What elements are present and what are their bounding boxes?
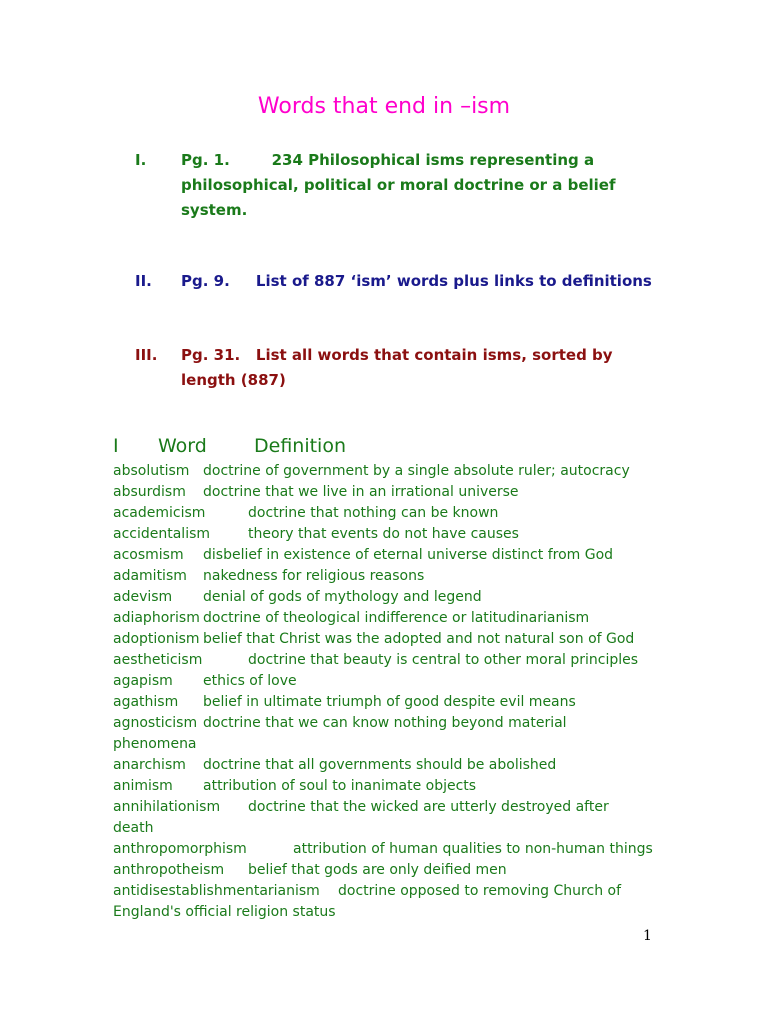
entry-definition: doctrine that we live in an irrational universe [203,484,519,500]
entry-word: adevism [113,589,173,605]
entry-word: annihilationism [113,799,221,815]
entry-definition: denial of gods of mythology and legend [203,589,482,605]
entry-definition: doctrine that nothing can be known [248,505,499,521]
entry-definition: doctrine that beauty is central to other moral principles [248,652,639,668]
toc-item-text [181,269,671,294]
toc-item-page: Pg. 9. [181,272,230,290]
toc-item-page: Pg. 31. [181,346,241,364]
entry-definition: doctrine that all governments should be abolished [203,757,557,773]
list-item [113,566,653,587]
list-item [113,587,653,608]
list-item [113,545,653,566]
entry-definition: attribution of human qualities to non-human things [293,841,653,857]
list-item [113,881,653,923]
entry-word: absurdism [113,484,186,500]
entry-word: acosmism [113,547,184,563]
entry-definition: disbelief in existence of eternal universe distinct from God [203,547,614,563]
toc-item-number: III. [135,346,158,364]
entry-list [113,461,653,923]
entry-definition: doctrine of theological indifference or latitudinarianism [203,610,590,626]
section-number: I [113,435,119,457]
list-item [113,671,653,692]
entry-definition: doctrine that the wicked are utterly destroyed after death [113,799,609,836]
entry-definition: nakedness for religious reasons [203,568,425,584]
list-item [113,629,653,650]
list-item [113,692,653,713]
entry-definition: belief in ultimate triumph of good despite evil means [203,694,576,710]
toc-item-text [181,343,671,393]
toc-item-number: II. [135,272,152,290]
page-number: 1 [643,928,652,944]
toc-item-description: List of 887 ‘ism’ words plus links to definitions [255,272,652,290]
column-header-word: Word [158,435,207,457]
toc-item-page: Pg. 1. [181,151,230,169]
entry-definition: ethics of love [203,673,297,689]
entry-word: adoptionism [113,631,200,647]
list-item [113,608,653,629]
entry-word: absolutism [113,463,190,479]
list-item [113,482,653,503]
entry-word: academicism [113,505,206,521]
list-item [113,797,653,839]
document-title: Words that end in –ism [257,94,511,119]
entry-word: aestheticism [113,652,203,668]
entry-word: agapism [113,673,173,689]
toc-item-description: List all words that contain isms, sorted by length (887) [181,346,613,389]
list-item [113,461,653,482]
entry-word: adiaphorism [113,610,200,626]
entry-definition: belief that Christ was the adopted and not natural son of God [203,631,635,647]
list-item [113,776,653,797]
toc-item-text [181,148,671,223]
entry-word: anthropomorphism [113,841,247,857]
entry-word: accidentalism [113,526,211,542]
entry-definition: theory that events do not have causes [248,526,519,542]
entry-word: anarchism [113,757,186,773]
entry-word: animism [113,778,173,794]
entry-word: agnosticism [113,715,198,731]
entry-word: adamitism [113,568,187,584]
list-item [113,713,653,755]
entry-definition: doctrine of government by a single absolute ruler; autocracy [203,463,630,479]
entry-word: antidisestablishmentarianism [113,883,320,899]
list-item [113,860,653,881]
list-item [113,755,653,776]
toc-item-description: 234 Philosophical isms representing a philosophical, political or moral doctrine or a belief system. [181,151,616,219]
list-item [113,503,653,524]
entry-word: anthropotheism [113,862,225,878]
list-item [113,650,653,671]
entry-definition: belief that gods are only deified men [248,862,507,878]
toc-item-number: I. [135,151,147,169]
entry-definition: attribution of soul to inanimate objects [203,778,477,794]
list-item [113,839,653,860]
column-header-definition: Definition [254,435,347,457]
list-item [113,524,653,545]
entry-word: agathism [113,694,179,710]
entry-definition: doctrine opposed to removing Church of England's official religion status [113,883,622,920]
entry-definition: doctrine that we can know nothing beyond material phenomena [113,715,567,752]
